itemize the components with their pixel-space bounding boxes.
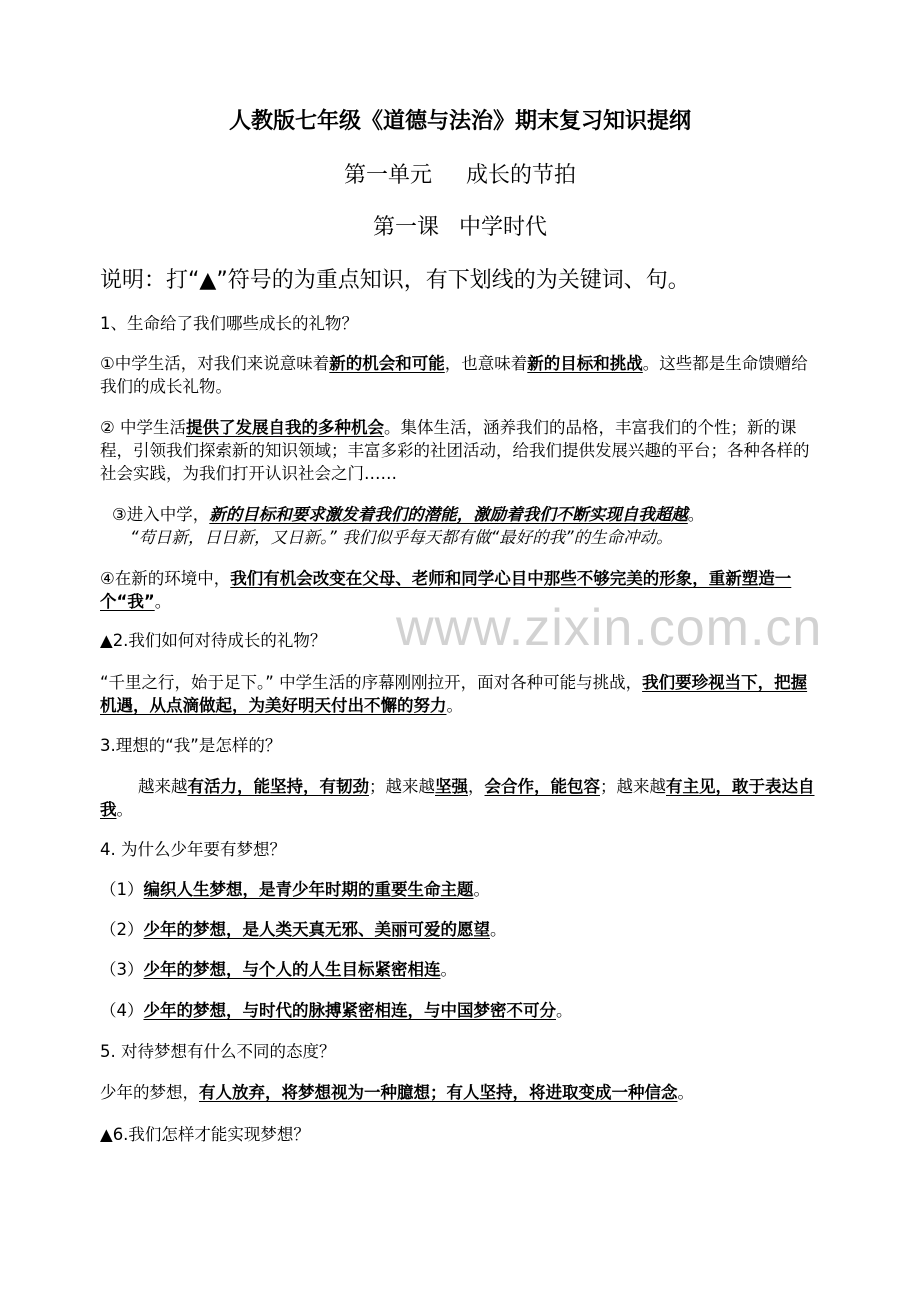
- question-2-title: ▲2.我们如何对待成长的礼物？: [100, 631, 327, 650]
- text: ①中学生活，对我们来说意味着: [100, 354, 330, 373]
- question-6-title: ▲6.我们怎样才能实现梦想？: [100, 1125, 310, 1144]
- question-4-title: 4. 为什么少年要有梦想？: [100, 840, 286, 859]
- text: ④在新的环境中，: [100, 569, 231, 588]
- quote: “苟日新，日日新，又日新。” 我们似乎每天都有做“最好的我”的生命冲动。: [130, 528, 673, 547]
- text: “千里之行，始于足下。” 中学生活的序幕刚刚拉开，面对各种可能与挑战，: [100, 673, 643, 692]
- q2-paragraph: [100, 671, 822, 717]
- keyword: 编织人生梦想，是青少年时期的重要生命主题: [143, 880, 474, 899]
- item-number: （1）: [100, 880, 144, 899]
- keyword: 坚强: [435, 777, 468, 796]
- legend-note: 说明：打“▲”符号的为重点知识，有下划线的为关键词、句。: [100, 268, 690, 293]
- keyword: 少年的梦想，与个人的人生目标紧密相连: [143, 960, 441, 979]
- text: ，: [468, 777, 485, 796]
- q1-paragraph-3: [112, 503, 822, 549]
- text: ；越来越: [600, 777, 666, 796]
- question-5-title: 5. 对待梦想有什么不同的态度？: [100, 1042, 336, 1061]
- q4-item-4: [100, 999, 822, 1022]
- keyword: 新的机会和可能: [329, 354, 445, 373]
- keyword: 有人放弃，将梦想视为一种臆想；有人坚持，将进取变成一种信念: [199, 1083, 678, 1102]
- keyword: 少年的梦想，与时代的脉搏紧密相连，与中国梦密不可分: [143, 1001, 556, 1020]
- text: 。: [473, 880, 490, 899]
- q1-paragraph-2: [100, 416, 822, 485]
- text: 。: [556, 1001, 573, 1020]
- text: 。: [687, 505, 705, 524]
- item-number: （4）: [100, 1001, 144, 1020]
- q3-paragraph: [100, 775, 822, 821]
- keyword: 有活力，能坚持，有韧劲: [187, 777, 369, 796]
- lesson-heading: [0, 210, 920, 241]
- item-number: （2）: [100, 920, 144, 939]
- question-3-title: 3.理想的“我”是怎样的？: [100, 736, 282, 755]
- keyword: 新的目标和要求激发着我们的潜能，激励着我们不断实现自我超越: [209, 505, 688, 524]
- text: ③进入中学，: [112, 505, 210, 524]
- q4-item-2: [100, 918, 822, 941]
- text: 。: [677, 1083, 694, 1102]
- keyword: 有主见，敢于表达自我: [100, 777, 815, 819]
- unit-number: 第一单元: [343, 163, 432, 188]
- text: 。: [446, 696, 463, 715]
- q4-item-3: [100, 958, 822, 981]
- keyword: 会合作，能包容: [484, 777, 600, 796]
- q4-item-1: [100, 878, 822, 901]
- document-title: 人教版七年级《道德与法治》期末复习知识提纲: [228, 109, 691, 134]
- unit-heading: [0, 158, 920, 189]
- text: 。: [440, 960, 457, 979]
- lesson-number: 第一课: [372, 215, 439, 240]
- item-number: （3）: [100, 960, 144, 979]
- text: ② 中学生活: [100, 418, 187, 437]
- lesson-name: 中学时代: [459, 215, 548, 240]
- keyword: 少年的梦想，是人类天真无邪、美丽可爱的愿望: [143, 920, 490, 939]
- watermark: www.zixin.com.cn: [396, 599, 823, 657]
- text: 。集体生活，涵养我们的品格，丰富我们的个性；新的课程，引领我们探索新的知识领域；丰富多彩的社团活动，给我们提供发展兴趣的平台；各种各样的社会实践，为我们打开认识社会之门……: [100, 418, 810, 483]
- unit-name: 成长的节拍: [466, 163, 577, 188]
- keyword: 新的目标和挑战: [527, 354, 643, 373]
- text: ，也意味着: [444, 354, 528, 373]
- q5-paragraph: [100, 1081, 822, 1104]
- text: 越来越: [138, 777, 188, 796]
- keyword: 我们要珍视当下，把握机遇，从点滴做起，为美好明天付出不懈的努力: [100, 673, 808, 715]
- keyword: 我们有机会改变在父母、老师和同学心目中那些不够完美的形象，重新塑造一个“我”: [100, 569, 792, 611]
- text: ；越来越: [369, 777, 435, 796]
- text: 少年的梦想，: [100, 1083, 199, 1102]
- text: 。: [154, 592, 172, 611]
- keyword: 提供了发展自我的多种机会: [186, 418, 385, 437]
- q1-paragraph-1: [100, 352, 822, 398]
- question-1-title: 1、生命给了我们哪些成长的礼物？: [100, 314, 358, 333]
- text: 。这些都是生命馈赠给我们的成长礼物。: [100, 354, 808, 396]
- text: 。: [490, 920, 507, 939]
- text: 。: [116, 800, 133, 819]
